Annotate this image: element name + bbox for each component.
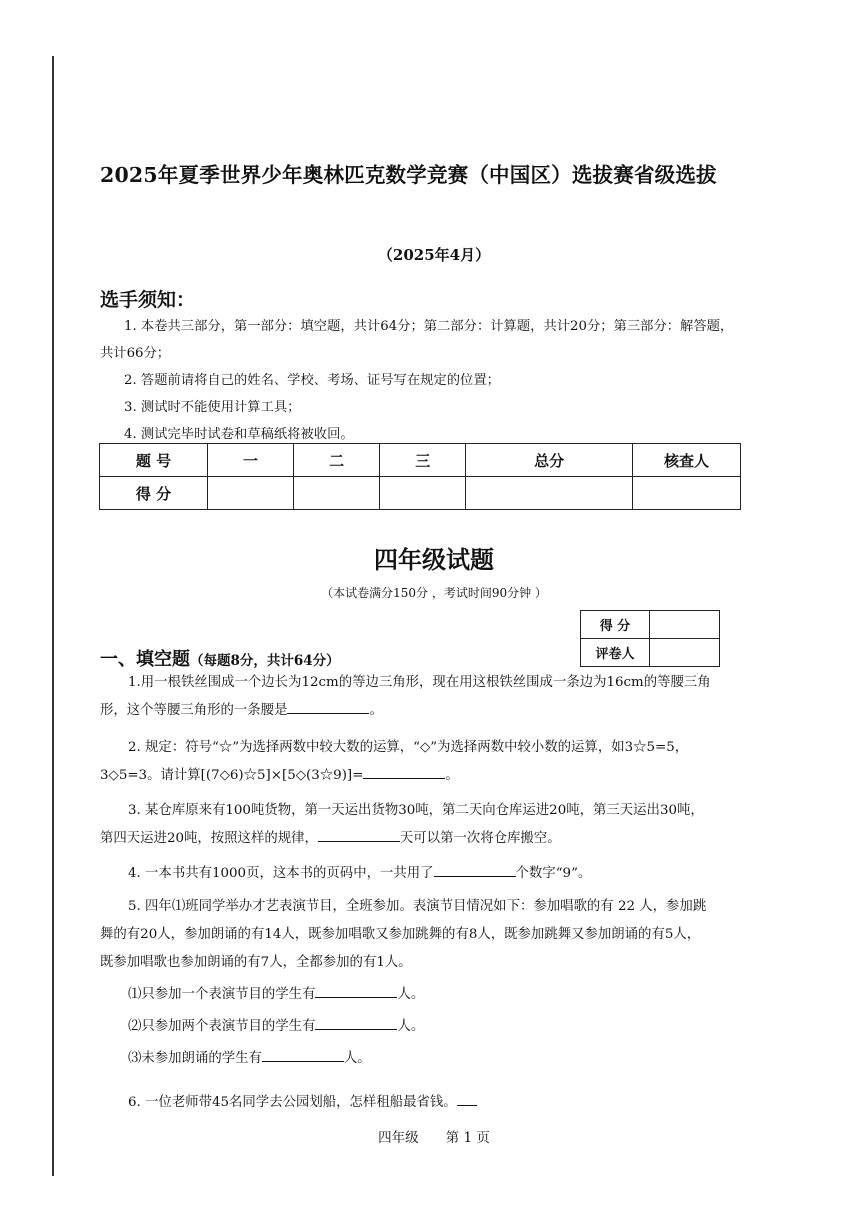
question-text: 第四天运进20吨，按照这样的规律，	[100, 831, 318, 846]
answer-blank[interactable]	[262, 1047, 344, 1062]
header-cell: 一	[208, 444, 294, 477]
score-cell[interactable]	[380, 477, 466, 510]
notice-list	[100, 313, 745, 448]
question-text: 2. 规定：符号“☆”为选择两数中较大数的运算，“◇”为选择两数中较小数的运算，如3☆5=5，	[128, 740, 689, 755]
score-table-header-row	[100, 444, 741, 477]
question-text: ⑴只参加一个表演节目的学生有	[128, 987, 316, 1002]
answer-blank[interactable]	[315, 1015, 397, 1030]
answer-blank[interactable]	[434, 862, 516, 877]
question-text: ⑵只参加两个表演节目的学生有	[128, 1019, 316, 1034]
section-title: 一、填空题	[100, 649, 190, 670]
grader-score-label: 得 分	[581, 611, 650, 639]
question-4	[100, 860, 745, 888]
section-heading	[100, 645, 340, 671]
question-text: 个数字“9”。	[515, 866, 592, 881]
answer-blank[interactable]	[315, 983, 397, 998]
notice-heading: 选手须知：	[100, 289, 196, 311]
score-table	[99, 443, 741, 510]
question-text: 3. 某仓库原来有100吨货物，第一天运出货物30吨，第二天向仓库运进20吨，第三天运出30吨，	[128, 803, 704, 818]
grader-score-cell[interactable]	[650, 611, 720, 639]
question-text: 天可以第一次将仓库搬空。	[399, 831, 561, 846]
binding-margin-line	[52, 56, 54, 1176]
question-1	[100, 669, 745, 725]
question-text: 5. 四年⑴班同学举办才艺表演节目，全班参加。表演节目情况如下：参加唱歌的有 22 人，参加跳	[128, 899, 707, 914]
score-cell[interactable]	[208, 477, 294, 510]
header-cell: 总分	[466, 444, 633, 477]
exam-date: （2025年4月）	[377, 246, 491, 264]
answer-blank[interactable]	[363, 764, 445, 779]
grader-name-cell[interactable]	[650, 639, 720, 667]
score-cell[interactable]	[633, 477, 741, 510]
grader-box	[580, 610, 720, 667]
question-text: 。	[445, 768, 459, 783]
question-3	[100, 797, 745, 853]
section-subtitle: （每题8分，共计64分）	[190, 653, 340, 669]
answer-blank[interactable]	[318, 827, 400, 842]
grader-name-label: 评卷人	[581, 639, 650, 667]
question-text: 。	[369, 703, 383, 718]
row-label-cell: 得 分	[100, 477, 208, 510]
answer-blank[interactable]	[457, 1091, 477, 1106]
question-5	[100, 893, 745, 1073]
question-2	[100, 734, 745, 790]
grade-title: 四年级试题	[374, 545, 494, 574]
question-6	[100, 1089, 745, 1117]
answer-blank[interactable]	[287, 699, 369, 714]
question-text: 形，这个等腰三角形的一条腰是	[100, 703, 288, 718]
question-text: ⑶未参加朗诵的学生有	[128, 1051, 262, 1066]
score-table-score-row	[100, 477, 741, 510]
question-text: 舞的有20人，参加朗诵的有14人，既参加唱歌又参加跳舞的有8人，既参加跳舞又参加朗诵的有5人，	[100, 927, 701, 942]
exam-title: 2025年夏季世界少年奥林匹克数学竞赛（中国区）选拔赛省级选拔	[100, 163, 717, 187]
question-text: 4. 一本书共有1000页，这本书的页码中，一共用了	[128, 866, 434, 881]
score-cell[interactable]	[466, 477, 633, 510]
question-text: 人。	[343, 1051, 371, 1066]
notice-item: 1. 本卷共三部分，第一部分：填空题，共计64分；第二部分：计算题，共计20分；第三部分：解答题，共计66分；	[100, 319, 734, 361]
notice-item: 3. 测试时不能使用计算工具；	[124, 400, 301, 415]
notice-item: 2. 答题前请将自己的姓名、学校、考场、证号写在规定的位置；	[124, 373, 500, 388]
page-footer: 四年级 第 1 页	[378, 1130, 490, 1146]
question-text: 人。	[397, 987, 425, 1002]
question-text: 3◇5=3。请计算[(7◇6)☆5]×[5◇(3☆9)]=	[100, 768, 364, 783]
header-cell: 三	[380, 444, 466, 477]
header-cell: 核查人	[633, 444, 741, 477]
header-cell: 题 号	[100, 444, 208, 477]
score-cell[interactable]	[294, 477, 380, 510]
question-text: 6. 一位老师带45名同学去公园划船，怎样租船最省钱。	[128, 1095, 457, 1110]
question-text: 人。	[397, 1019, 425, 1034]
notice-item: 4. 测试完毕时试卷和草稿纸将被收回。	[124, 427, 354, 442]
question-text: 既参加唱歌也参加朗诵的有7人，全都参加的有1人。	[100, 955, 412, 970]
header-cell: 二	[294, 444, 380, 477]
question-text: 1.用一根铁丝围成一个边长为12cm的等边三角形，现在用这根铁丝围成一条边为16cm的等腰三角	[128, 675, 711, 690]
exam-note: （本试卷满分150分 ，考试时间90分钟 ）	[321, 586, 547, 600]
